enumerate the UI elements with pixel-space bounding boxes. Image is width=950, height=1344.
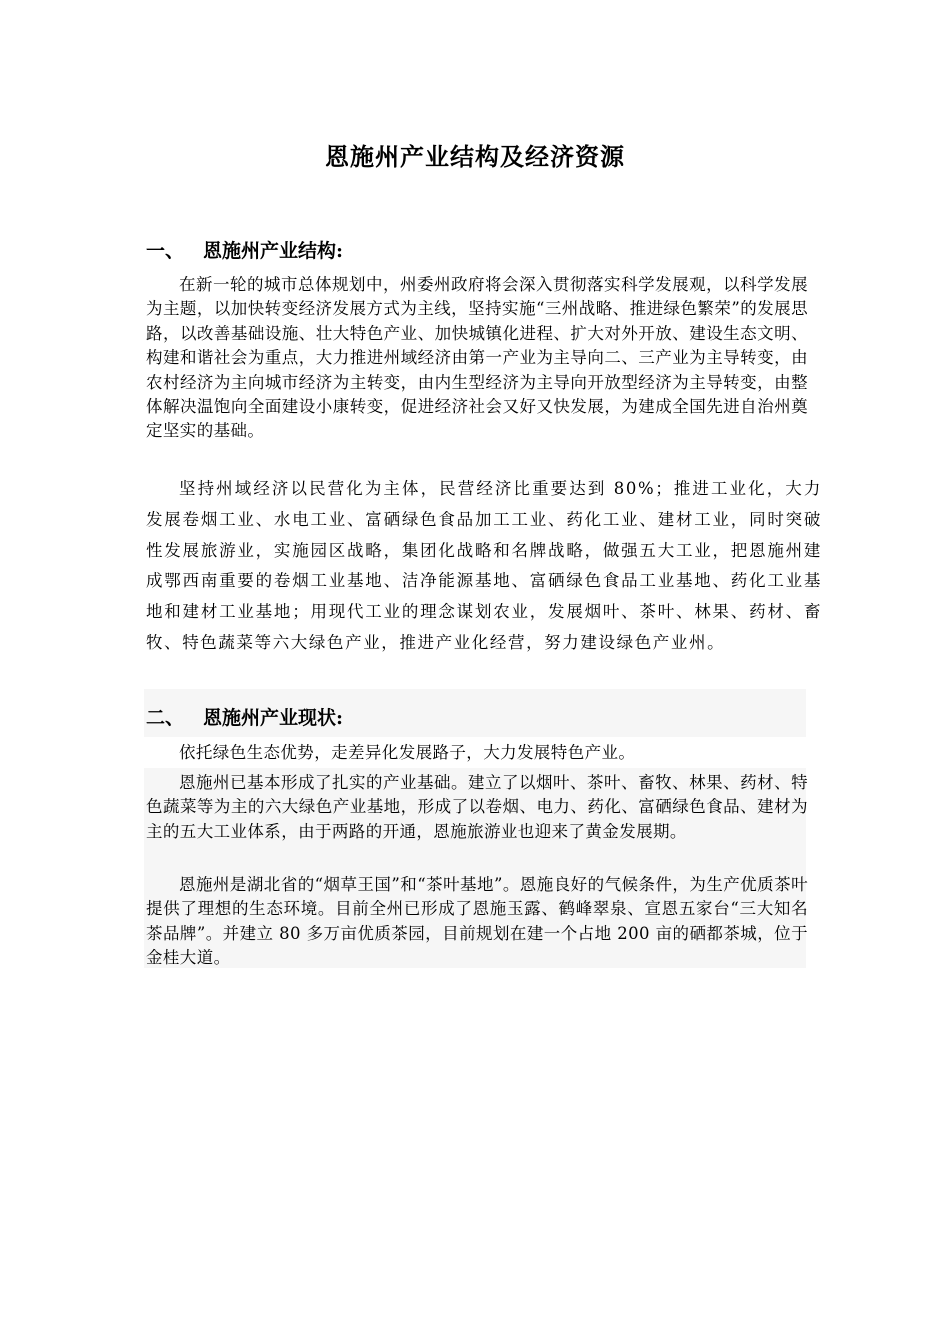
section-2-paragraph-2: 恩施州已基本形成了扎实的产业基础。建立了以烟叶、茶叶、畜牧、林果、药材、特色蔬菜等为主的六大绿色产业基地，形成了以卷烟、电力、药化、富硒绿色食品、建材为主的五大工业体系，由于两路的开通，恩施旅游业也迎来了黄金发展期。: [146, 773, 808, 841]
section-1-heading: [146, 236, 343, 263]
section-1-paragraph-2: 坚持州域经济以民营化为主体，民营经济比重要达到 80%；推进工业化，大力发展卷烟工业、水电工业、富硒绿色食品加工工业、药化工业、建材工业，同时突破性发展旅游业，实施园区战略，集团化战略和名牌战略，做强五大工业，把恩施州建成鄂西南重要的卷烟工业基地、洁净能源基地、富硒绿色食品工业基地、药化工业基地和建材工业基地；用现代工业的理念谋划农业，发展烟叶、茶叶、林果、药材、畜牧、特色蔬菜等六大绿色产业，推进产业化经营，努力建设绿色产业州。: [146, 479, 822, 652]
section-2-heading: [146, 703, 343, 730]
section-2-number: 二、: [146, 707, 185, 729]
section-1-title: 恩施州产业结构:: [203, 240, 344, 262]
section-1-number: 一、: [146, 240, 185, 262]
section-2-paragraph-1: 依托绿色生态优势，走差异化发展路子，大力发展特色产业。: [179, 743, 636, 762]
section-2-paragraph-3: 恩施州是湖北省的“烟草王国”和“茶叶基地”。恩施良好的气候条件，为生产优质茶叶提供了理想的生态环境。目前全州已形成了恩施玉露、鹤峰翠泉、宣恩五家台“三大知名茶品牌”。并建立 80 多万亩优质茶园，目前规划在建一个占地 200 亩的硒都茶城，位于金桂大道。: [146, 875, 808, 968]
section-2-title: 恩施州产业现状:: [203, 707, 344, 729]
section-1-paragraph-1: 在新一轮的城市总体规划中，州委州政府将会深入贯彻落实科学发展观，以科学发展为主题，以加快转变经济发展方式为主线，坚持实施“三州战略、推进绿色繁荣”的发展思路，以改善基础设施、壮大特色产业、加快城镇化进程、扩大对外开放、建设生态文明、构建和谐社会为重点，大力推进州域经济由第一产业为主导向二、三产业为主导转变，由农村经济为主向城市经济为主转变，由内生型经济为主导向开放型经济为主导转变，由整体解决温饱向全面建设小康转变，促进经济社会又好又快发展，为建成全国先进自治州奠定坚实的基础。: [146, 275, 808, 441]
document-title: 恩施州产业结构及经济资源: [325, 142, 625, 171]
